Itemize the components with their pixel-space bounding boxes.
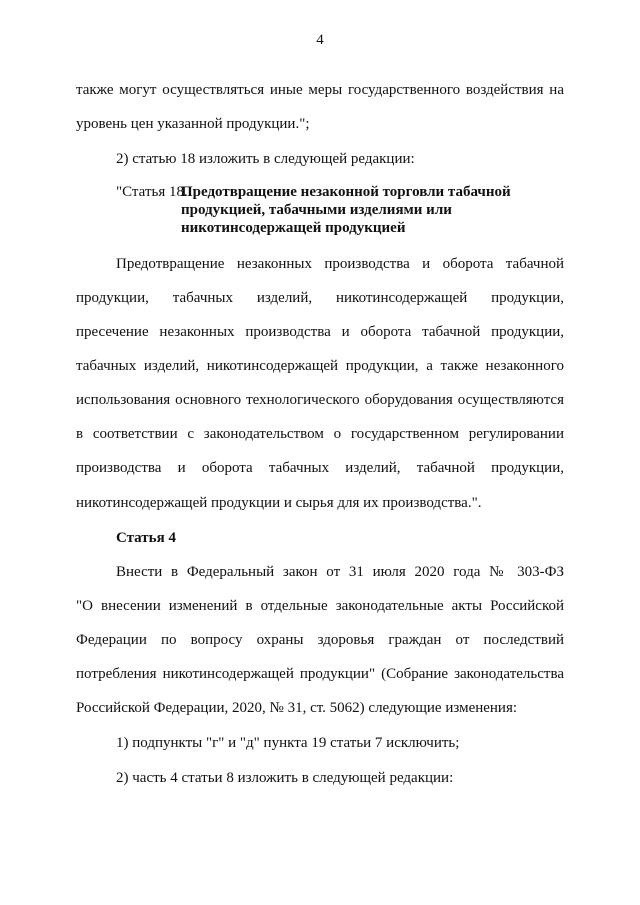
paragraph-line: никотинсодержащей продукции и сырья для их производства.".: [76, 495, 482, 511]
paragraph-line: продукции, табачных изделий, никотинсодержащей продукции,: [76, 290, 564, 306]
list-item: 2) статью 18 изложить в следующей редакции:: [116, 151, 415, 167]
article-title: Предотвращение незаконной торговли табачной продукцией, табачными изделиями или никотинсодержащей продукцией: [181, 184, 511, 236]
paragraph-line: уровень цен указанной продукции.";: [76, 116, 310, 132]
page-number: 4: [316, 32, 324, 48]
paragraph-line: пресечение незаконных производства и оборота табачной продукции,: [76, 324, 564, 340]
paragraph-line: Российской Федерации, 2020, № 31, ст. 5062) следующие изменения:: [76, 700, 518, 716]
paragraph-line: потребления никотинсодержащей продукции" (Собрание законодательства: [76, 666, 564, 682]
paragraph-line: также могут осуществляться иные меры государственного воздействия на: [76, 82, 564, 98]
paragraph-line: Федерации по вопросу охраны здоровья граждан от последствий: [76, 632, 564, 648]
paragraph-line: Внести в Федеральный закон от 31 июля 2020 года № 303-ФЗ: [116, 564, 564, 580]
paragraph-line: "О внесении изменений в отдельные законодательные акты Российской: [76, 598, 564, 614]
list-item: 1) подпункты "г" и "д" пункта 19 статьи 7 исключить;: [116, 735, 460, 751]
paragraph-line: табачных изделий, никотинсодержащей продукции, а также незаконного: [76, 358, 564, 374]
paragraph-line: в соответствии с законодательством о государственном регулировании: [76, 426, 564, 442]
list-item: 2) часть 4 статьи 8 изложить в следующей редакции:: [116, 770, 454, 786]
paragraph-line: использования основного технологического оборудования осуществляются: [76, 392, 564, 408]
article-heading: Статья 4: [116, 530, 176, 546]
paragraph-line: производства и оборота табачных изделий, табачной продукции,: [76, 460, 564, 476]
article-number: "Статья 18.: [116, 184, 188, 200]
paragraph-line: Предотвращение незаконных производства и оборота табачной: [116, 256, 564, 272]
